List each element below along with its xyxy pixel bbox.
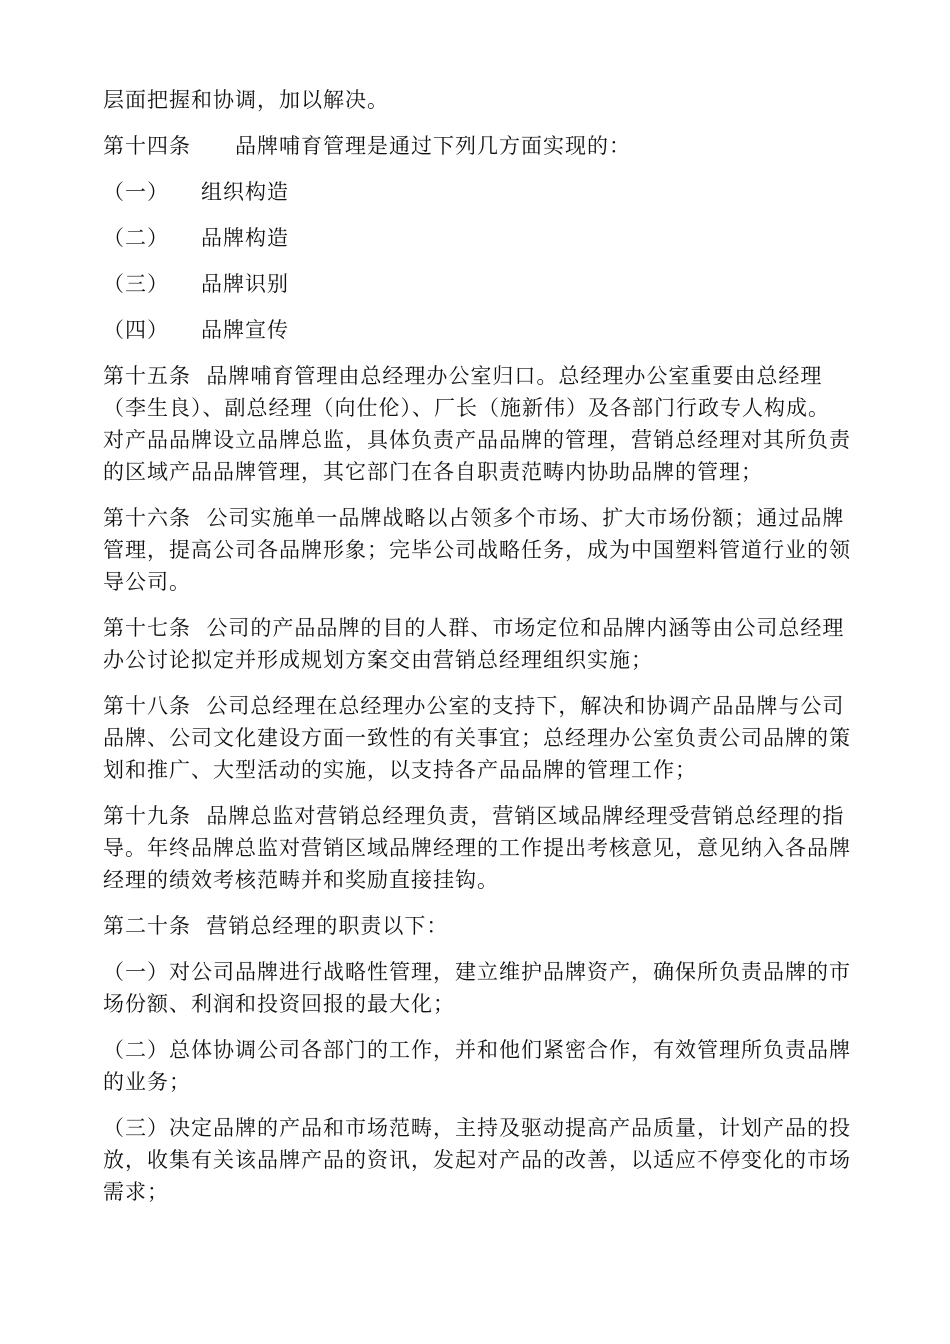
- article-20-heading: 第二十条 营销总经理的职责以下：: [103, 914, 449, 938]
- article-16-paragraph: [103, 502, 863, 598]
- article-14-heading: [103, 130, 863, 162]
- item-number: （四）: [103, 318, 169, 342]
- item-number: （一）: [103, 180, 169, 204]
- article-14-item-1: [103, 176, 863, 208]
- paragraph-line: 经理的绩效考核范畴并和奖励直接挂钩。: [103, 868, 499, 892]
- paragraph-line: 导。年终品牌总监对营销区域品牌经理的工作提出考核意见，意见纳入各品牌: [103, 836, 851, 860]
- item-number: （二）: [103, 226, 169, 250]
- paragraph-line: 导公司。: [103, 570, 191, 594]
- article-14-item-4: [103, 314, 863, 346]
- duty-3-paragraph: [103, 1112, 863, 1208]
- article-14-item-3: [103, 268, 863, 300]
- continuation-line: 层面把握和协调，加以解决。: [103, 88, 389, 112]
- article-14-item-2: [103, 222, 863, 254]
- item-text: 品牌构造: [201, 226, 289, 250]
- paragraph-line: 办公讨论拟定并形成规划方案交由营销总经理组织实施；: [103, 648, 653, 672]
- paragraph-line: （三）决定品牌的产品和市场范畴，主持及驱动提高产品质量，计划产品的投: [103, 1116, 851, 1140]
- item-text: 品牌宣传: [201, 318, 289, 342]
- paragraph-line: 的区域产品品牌管理，其它部门在各自职责范畴内协助品牌的管理；: [103, 460, 763, 484]
- paragraph-line: 对产品品牌设立品牌总监，具体负责产品品牌的管理，营销总经理对其所负责: [103, 428, 851, 452]
- paragraph-line: 场份额、利润和投资回报的最大化；: [103, 992, 455, 1016]
- paragraph-line: 第十八条 公司总经理在总经理办公室的支持下，解决和协调产品品牌与公司: [103, 694, 845, 718]
- article-15-paragraph: [103, 360, 863, 488]
- paragraph-line: 第十六条 公司实施单一品牌战略以占领多个市场、扩大市场份额；通过品牌: [103, 506, 845, 530]
- article-19-paragraph: [103, 800, 863, 896]
- duty-2-paragraph: [103, 1034, 863, 1098]
- paragraph-line: （李生良）、副总经理（向仕伦）、厂长（施新伟）及各部门行政专人构成。: [103, 396, 830, 420]
- article-17-paragraph: [103, 612, 863, 676]
- article-18-paragraph: [103, 690, 863, 786]
- paragraph-line: 放，收集有关该品牌产品的资讯，发起对产品的改善，以适应不停变化的市场: [103, 1148, 851, 1172]
- paragraph-line: （一）对公司品牌进行战略性管理，建立维护品牌资产，确保所负责品牌的市: [103, 960, 851, 984]
- article-14-label: 第十四条: [103, 134, 191, 158]
- duty-1-paragraph: [103, 956, 863, 1020]
- paragraph-line: 第十七条 公司的产品品牌的目的人群、市场定位和品牌内涵等由公司总经理: [103, 616, 845, 640]
- paragraph-line: 管理，提高公司各品牌形象；完毕公司战略任务，成为中国塑料管道行业的领: [103, 538, 851, 562]
- article-14-text: 品牌哺育管理是通过下列几方面实现的：: [235, 134, 631, 158]
- item-text: 组织构造: [201, 180, 289, 204]
- paragraph-line: （二）总体协调公司各部门的工作，并和他们紧密合作，有效管理所负责品牌: [103, 1038, 851, 1062]
- paragraph-line: 划和推广、大型活动的实施，以支持各产品品牌的管理工作；: [103, 758, 697, 782]
- paragraph-line: 第十九条 品牌总监对营销总经理负责，营销区域品牌经理受营销总经理的指: [103, 804, 845, 828]
- paragraph-line: 品牌、公司文化建设方面一致性的有关事宜；总经理办公室负责公司品牌的策: [103, 726, 851, 750]
- item-text: 品牌识别: [201, 272, 289, 296]
- item-number: （三）: [103, 272, 169, 296]
- paragraph-line: 需求；: [103, 1180, 169, 1204]
- paragraph-line: 第十五条 品牌哺育管理由总经理办公室归口。总经理办公室重要由总经理: [103, 364, 823, 388]
- document-page: [103, 84, 863, 1222]
- paragraph-line: 的业务；: [103, 1070, 191, 1094]
